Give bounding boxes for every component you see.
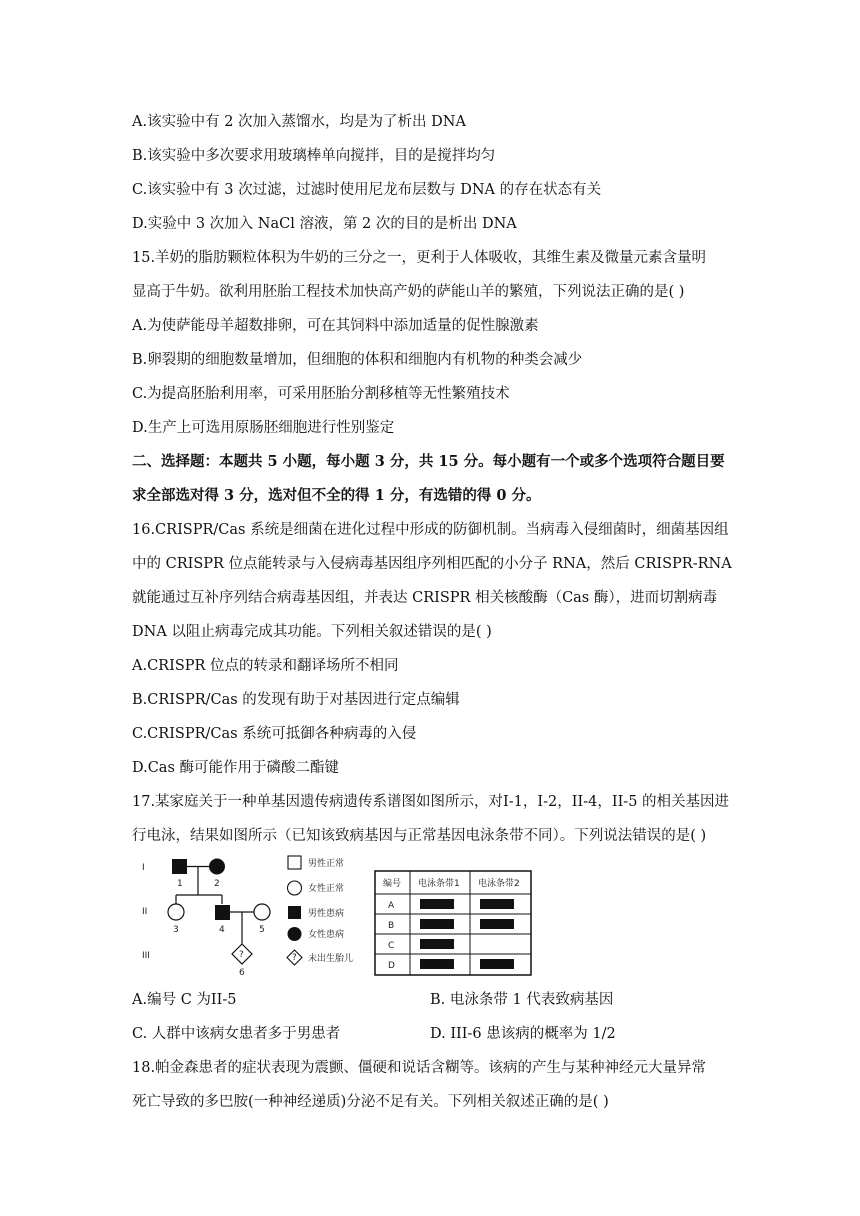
gel-band-1 xyxy=(420,939,454,949)
gel-header-band1: 电泳条带1 xyxy=(418,879,460,889)
text-line: 行电泳，结果如图所示（已知该致病基因与正常基因电泳条带不同）。下列说法错误的是( ) xyxy=(132,828,707,844)
gel-band-1 xyxy=(420,959,454,969)
text-line: D.实验中 3 次加入 NaCl 溶液，第 2 次的目的是析出 DNA xyxy=(132,216,517,232)
legend-normal-male-symbol xyxy=(288,856,301,869)
q18-line-2: 死亡导致的多巴胺(一种神经递质)分泌不足有关。下列相关叙述正确的是( ) xyxy=(132,1094,609,1110)
text-line: A.CRISPR 位点的转录和翻译场所不相同 xyxy=(132,658,399,674)
individual-I-1-affected-male xyxy=(172,859,187,874)
gel-header-band2: 电泳条带2 xyxy=(478,879,520,889)
gel-row-id: C xyxy=(388,941,395,951)
q17-option-b: B. 电泳条带 1 代表致病基因 xyxy=(430,992,614,1008)
text-line: D.Cas 酶可能作用于磷酸二酯键 xyxy=(132,760,340,776)
q18-line-1: 18.帕金森患者的症状表现为震颤、僵硬和说话含糊等。该病的产生与某种神经元大量异常 xyxy=(132,1060,707,1076)
individual-II-4-affected-male xyxy=(215,905,230,920)
id-6: 6 xyxy=(239,968,245,978)
text-line: B.该实验中多次要求用玻璃棒单向搅拌，目的是搅拌均匀 xyxy=(132,148,496,164)
id-5: 5 xyxy=(259,925,265,935)
individual-II-5-normal-female xyxy=(254,904,270,920)
unborn-mark: ? xyxy=(239,950,244,960)
text-line: B.卵裂期的细胞数量增加，但细胞的体积和细胞内有机物的种类会减少 xyxy=(132,352,583,368)
individual-I-2-affected-female xyxy=(209,859,225,875)
legend-normal-female: 女性正常 xyxy=(308,884,345,894)
q17-option-c: C. 人群中该病女患者多于男患者 xyxy=(132,1026,341,1042)
id-2: 2 xyxy=(214,879,220,889)
text-line: 显高于牛奶。欲利用胚胎工程技术加快高产奶的萨能山羊的繁殖，下列说法正确的是( ) xyxy=(132,284,685,300)
legend-unborn: 未出生胎儿 xyxy=(308,954,354,964)
gel-band-2 xyxy=(480,899,514,909)
text-line: 17.某家庭关于一种单基因遗传病遗传系谱图如图所示，对I-1，I-2，II-4，II-5 的相关基因进 xyxy=(132,794,730,810)
q17-option-a: A.编号 C 为II-5 xyxy=(132,992,237,1008)
text-line: 15.羊奶的脂肪颗粒体积为牛奶的三分之一，更利于人体吸收，其维生素及微量元素含量明 xyxy=(132,250,707,266)
gel-row-id: B xyxy=(388,921,395,931)
id-4: 4 xyxy=(219,925,225,935)
individual-II-3-normal-female xyxy=(168,904,184,920)
q17-option-d: D. III-6 患该病的概率为 1/2 xyxy=(430,1026,616,1042)
text-line: D.生产上可选用原肠胚细胞进行性别鉴定 xyxy=(132,420,395,436)
gen-label-III: III xyxy=(142,951,150,961)
gel-band-2 xyxy=(480,919,514,929)
text-line: C.为提高胚胎利用率，可采用胚胎分割移植等无性繁殖技术 xyxy=(132,386,510,402)
id-1: 1 xyxy=(177,879,183,889)
text-line: 求全部选对得 3 分，选对但不全的得 1 分，有选错的得 0 分。 xyxy=(132,487,541,504)
text-line: 二、选择题：本题共 5 小题，每小题 3 分，共 15 分。每小题有一个或多个选项符合题目要 xyxy=(132,453,725,470)
legend-normal-male: 男性正常 xyxy=(308,859,345,869)
legend-normal-female-symbol xyxy=(288,881,302,895)
gel-band-1 xyxy=(420,919,454,929)
text-line: A.该实验中有 2 次加入蒸馏水，均是为了析出 DNA xyxy=(132,114,466,130)
id-3: 3 xyxy=(173,925,179,935)
text-line: C.CRISPR/Cas 系统可抵御各种病毒的入侵 xyxy=(132,726,417,742)
text-line: 就能通过互补序列结合病毒基因组，并表达 CRISPR 相关核酸酶（Cas 酶），进而切割病毒 xyxy=(132,590,718,606)
legend-affected-male: 男性患病 xyxy=(308,909,345,919)
gel-row-id: D xyxy=(388,961,395,971)
gel-row-id: A xyxy=(388,901,395,911)
legend-unborn-mark: ? xyxy=(292,953,297,963)
gen-label-I: I xyxy=(142,863,145,873)
gen-label-II: II xyxy=(142,907,148,917)
text-line: B.CRISPR/Cas 的发现有助于对基因进行定点编辑 xyxy=(132,692,460,708)
text-line: 16.CRISPR/Cas 系统是细菌在进化过程中形成的防御机制。当病毒入侵细菌时，细菌基因组 xyxy=(132,522,729,538)
text-line: 中的 CRISPR 位点能转录与入侵病毒基因组序列相匹配的小分子 RNA，然后 CRISPR-RNA xyxy=(132,556,732,572)
gel-band-1 xyxy=(420,899,454,909)
legend-affected-male-symbol xyxy=(288,906,301,919)
pedigree-figure xyxy=(136,850,356,980)
gel-header-id: 编号 xyxy=(383,879,402,889)
text-line: DNA 以阻止病毒完成其功能。下列相关叙述错误的是( ) xyxy=(132,624,492,640)
legend-affected-female-symbol xyxy=(288,927,302,941)
text-line: C.该实验中有 3 次过滤，过滤时使用尼龙布层数与 DNA 的存在状态有关 xyxy=(132,182,602,198)
legend-affected-female: 女性患病 xyxy=(308,930,345,940)
text-line: A.为使萨能母羊超数排卵，可在其饲料中添加适量的促性腺激素 xyxy=(132,318,539,334)
electrophoresis-table xyxy=(374,870,532,978)
gel-band-2 xyxy=(480,959,514,969)
